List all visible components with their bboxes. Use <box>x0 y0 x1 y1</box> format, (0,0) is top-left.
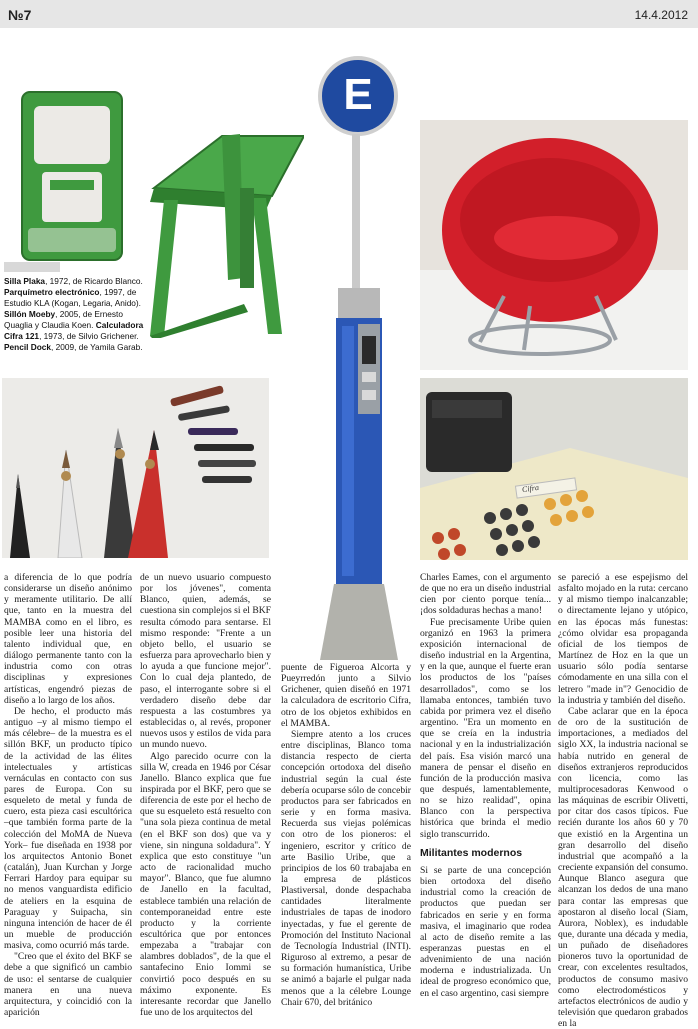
photo-caption <box>4 276 144 353</box>
page-number: №7 <box>8 7 32 23</box>
issue-date: 14.4.2012 <box>634 8 688 22</box>
caption-text-1: , 1972, de Ricardo Blanco. <box>45 276 143 286</box>
paragraph: Fue precisamente Uribe quien organizó en 1963 la primera exposición internacional de diseño industrial en la Argentina, y en la que, aunque el fuerte eran los productos de los "países desarrollados", como se los llamaba entonces, también tuvo cabida por primera vez el diseño argentino. "Era un momento en que se creía en la industria nacional y en la industrialización del país. Esa visión marcó una manera de pensar el diseño en función de la producción masiva que después, lamentablemente, no se hizo realidad", opina Blanco con la perspectiva histórica que brinda el medio siglo transcurrido. <box>420 616 551 840</box>
article-column-1 <box>4 572 132 1018</box>
armchair-photo <box>420 120 688 370</box>
article-column-4 <box>420 572 551 999</box>
page-header-bar <box>0 0 698 28</box>
parking-meter-photo <box>300 56 420 660</box>
paragraph: Algo parecido ocurre con la silla W, creada en 1946 por César Janello. Blanco explica que fue inspirada por el BKF, pero que se diferencia de este por el hecho de que su esqueleto está resuelto con "una sola pieza continua de metal (en el BKF son dos) que va y viene, sin ninguna soldadura". Y explica que esto constituye "un acto de racionalidad mucho mayor". Blanco, que fue alumno de Janello en la facultad, establece también una relación de contemporaneidad entre este producto y la corriente escultórica que por entonces empezaba a "trabajar con alambres doblados", de la que el santafecino Enio Iommi se convirtió poco después en su máximo exponente. Es interesante recordar que Janello fue uno de los arquitectos del <box>140 750 271 1019</box>
caption-text-3: , 2005, de Ernesto Quaglia y Claudia Koen. <box>4 309 123 330</box>
article-column-3 <box>281 662 411 1008</box>
paragraph: Cabe aclarar que en la época de oro de la sustitución de importaciones, a mediados del siglo XX, la industria nacional se había nutrido en general de diseños extranjeros reproducidos con licencia, como las multiprocesadoras Kenwood o las máquinas de escribir Olivetti, por citar dos casos típicos. Fue recién durante los años 60 y 70 que existió en la Argentina un gran desarrollo del diseño industrial que acompañó a la creciente expansión del consumo. Aunque Blanco asegura que alcanzan los dedos de una mano para contar las empresas que apostaron al diseño local (Siam, Aurora, Noblex), es indudable que, durante una década y media, un puñado de diseñadores pioneros tuvo la oportunidad de crear, con excelentes resultados, productos de consumo masivo como electrodomésticos y artefactos electrónicos de audio y televisión que quedaron grabados en la <box>558 705 688 1029</box>
calculator-brand-label: Cifra <box>521 482 540 495</box>
paragraph: Si se parte de una concepción bien ortodoxa del diseño industrial como la creación de productos que puedan ser fabricados en serie y en forma masiva, el imaginario que rodea al acto de diseño remite a las esperanzas puestas en el advenimiento de una nación moderna e industrializada. Un ideal de progreso económico que, en el caso argentino, casi siempre <box>420 864 551 999</box>
paragraph: Siempre atento a los cruces entre disciplinas, Blanco toma distancia respecto de cierta concepción ortodoxa del diseño industrial según la cual éste debería ocuparse sólo de concebir productos para ser fabricados en serie y en forma masiva. Recuerda sus viejas polémicas con otro de los pioneros: el ingeniero, escritor y crítico de arte Basilio Uribe, que a principios de los 60 trabajaba en la empresa de plásticos Plastiversal, donde despachaba cantidades literalmente industriales de tapas de inodoro inyectadas, y fue el gerente de Promoción del Instituto Nacional de Tecnología Industrial (INTI). Riguroso al extremo, a pesar de su formación humanística, Uribe se animó a bajarle el pulgar nada menos que a la célebre Lounge Chair 670, del británico <box>281 728 411 1008</box>
caption-title-5: Pencil Dock <box>4 342 52 352</box>
paragraph: a diferencia de lo que podría considerarse un diseño anónimo y meramente utilitario. De allí que, tanto en la muestra del MAMBA como en el libro, es posible leer una historia del talento individual que, en diálogo permanente tanto con la industria como con otras disciplinas y expresiones artísticas, engendró piezas de diseño a lo largo de los años. <box>4 572 132 706</box>
caption-title-2: Parquímetro electrónico <box>4 287 100 297</box>
caption-title-1: Silla Plaka <box>4 276 46 286</box>
paragraph: de un nuevo usuario compuesto por los jóvenes", comenta Blanco, quien, además, se cuestiona sin complejos si el BKF resulta cómodo para sentarse. El mismo responde: "Frente a un objeto bello, el usuario se esfuerza para aprovecharlo bien y lo ayuda a que funcione mejor". Con lo cual deja plantedo, de paso, el interrogante sobre si el verdadero diseño debe dar respuesta a las costumbres ya establecidas o, al revés, proponer nuevos usos y estilos de vida para un mundo nuevo. <box>140 572 271 751</box>
caption-title-4: Calculadora Cifra 121 <box>4 320 144 341</box>
calculator-photo <box>420 378 688 560</box>
paragraph: "Creo que el éxito del BKF se debe a que significó un cambio de uso: el sentarse de cualquier manera en una nueva arquitectura, y coincidió con la aparición <box>4 951 132 1019</box>
paragraph: Charles Eames, con el argumento de que no era un diseño industrial cien por ciento porque tenía... ¡dos soldaduras hechas a mano! <box>420 572 551 617</box>
caption-text-2: , 1997, de Estudio KLA (Kogan, Legaria, Anido). <box>4 287 141 308</box>
caption-title-3: Sillón Moeby <box>4 309 56 319</box>
paragraph: puente de Figueroa Alcorta y Pueyrredón junto a Silvio Grichener, quien diseñó en 1971 la calculadora de escritorio Cifra, otro de los objetos exhibidos en el MAMBA. <box>281 662 411 729</box>
paragraph: De hecho, el producto más antiguo –y al mismo tiempo el más célebre– de la muestra es el sillón BKF, un producto típico de la actividad de las élites intelectuales y artísticas vernáculas en contacto con sus pares de Europa. Con su esqueleto de metal y funda de cuero, esta pieza casi escultórica –que también forma parte de la colección del MoMA de Nueva York– fue diseñada en 1938 por los arquitectos Antonio Bonet (catalán), Juan Kurchan y Jorge Ferrari Hardoy para equipar su no menos vanguardista edificio de ateliers en la esquina de Paraguay y Suipacha, sin ninguna intención de hacer de él un mueble de producción masiva, como ocurrió más tarde. <box>4 705 132 952</box>
article-column-2 <box>140 572 271 1018</box>
article-column-5 <box>558 572 688 1029</box>
caption-text-5: , 2009, de Yamila Garab. <box>51 342 143 352</box>
section-heading: Militantes modernos <box>420 846 523 859</box>
caption-text-4: , 1973, de Silvio Grichener. <box>39 331 139 341</box>
pencil-dock-photo <box>2 378 269 558</box>
caption-tag <box>4 262 60 272</box>
paragraph: se pareció a ese espejismo del asfalto mojado en la ruta: cercano y al mismo tiempo inalcanzable; o directamente lejano y utópico, en las épocas más funestas: ¿cómo olvidar esa propaganda oficial de los tiempos de Martínez de Hoz en la que un usuario sólo podía sentarse cómodamente en una silla con el letrero "made in"? Genocidio de la industria y también del diseño. <box>558 572 688 706</box>
sign-letter: E <box>343 70 373 119</box>
